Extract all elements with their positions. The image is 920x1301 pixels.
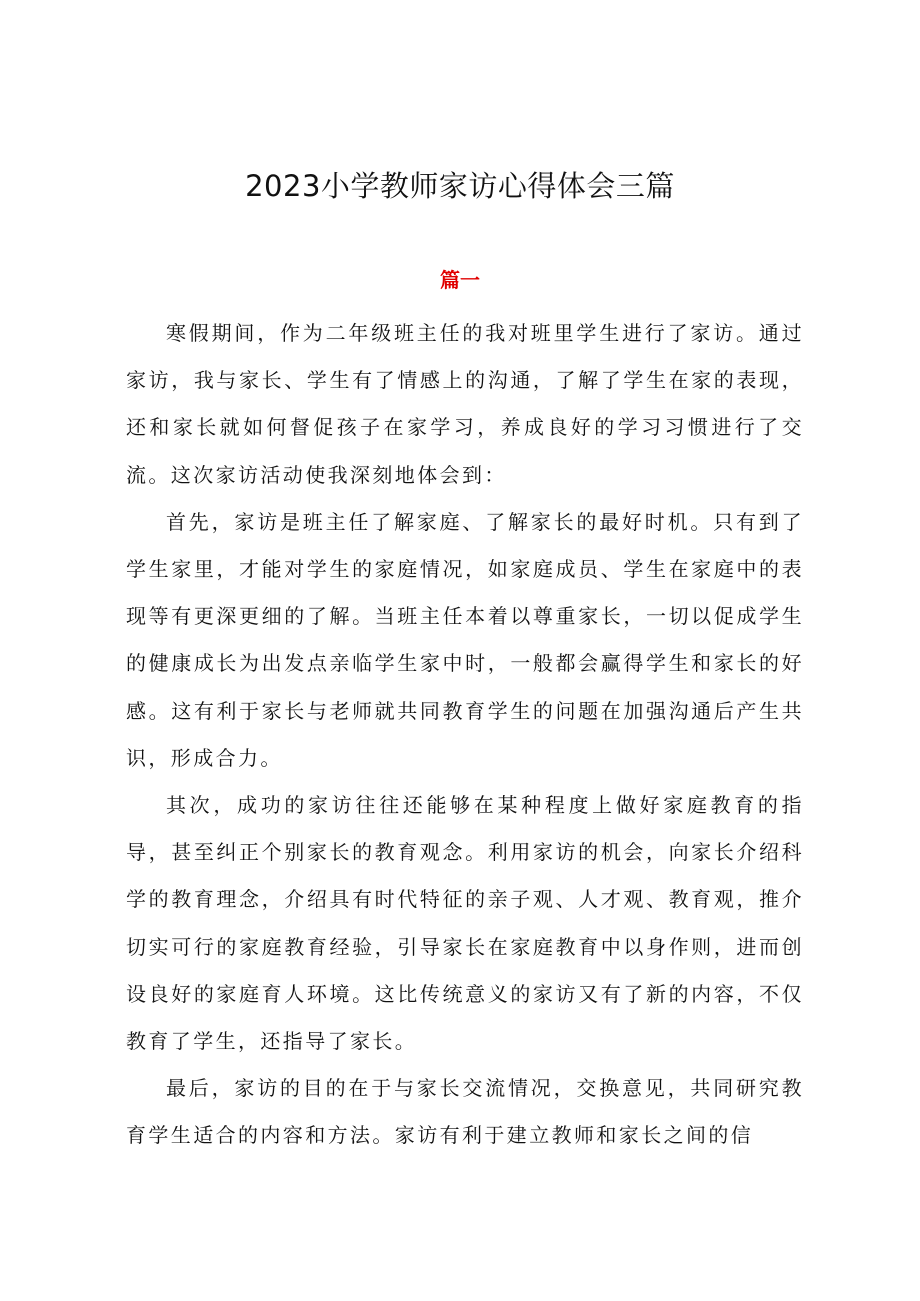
paragraph-1: 寒假期间，作为二年级班主任的我对班里学生进行了家访。通过家访，我与家长、学生有了情感上的沟通，了解了学生在家的表现，还和家长就如何督促孩子在家学习，养成良好的学习习惯进行了交流。这次家访活动使我深刻地体会到： <box>126 321 804 487</box>
document-title: 2023小学教师家访心得体会三篇 <box>245 169 675 203</box>
paragraph-3: 其次，成功的家访往往还能够在某种程度上做好家庭教育的指导，甚至纠正个别家长的教育观念。利用家访的机会，向家长介绍科学的教育理念，介绍具有时代特征的亲子观、人才观、教育观，推介切实可行的家庭教育经验，引导家长在家庭教育中以身作则，进而创设良好的家庭育人环境。这比传统意义的家访又有了新的内容，不仅教育了学生，还指导了家长。 <box>126 793 804 1054</box>
document-body <box>126 310 804 1160</box>
paragraph-2: 首先，家访是班主任了解家庭、了解家长的最好时机。只有到了学生家里，才能对学生的家庭情况，如家庭成员、学生在家庭中的表现等有更深更细的了解。当班主任本着以尊重家长，一切以促成学生的健康成长为出发点亲临学生家中时，一般都会赢得学生和家长的好感。这有利于家长与老师就共同教育学生的问题在加强沟通后产生共识，形成合力。 <box>126 509 804 770</box>
section-heading: 篇一 <box>440 268 480 292</box>
paragraph-4: 最后，家访的目的在于与家长交流情况，交换意见，共同研究教育学生适合的内容和方法。家访有利于建立教师和家长之间的信 <box>126 1076 804 1148</box>
